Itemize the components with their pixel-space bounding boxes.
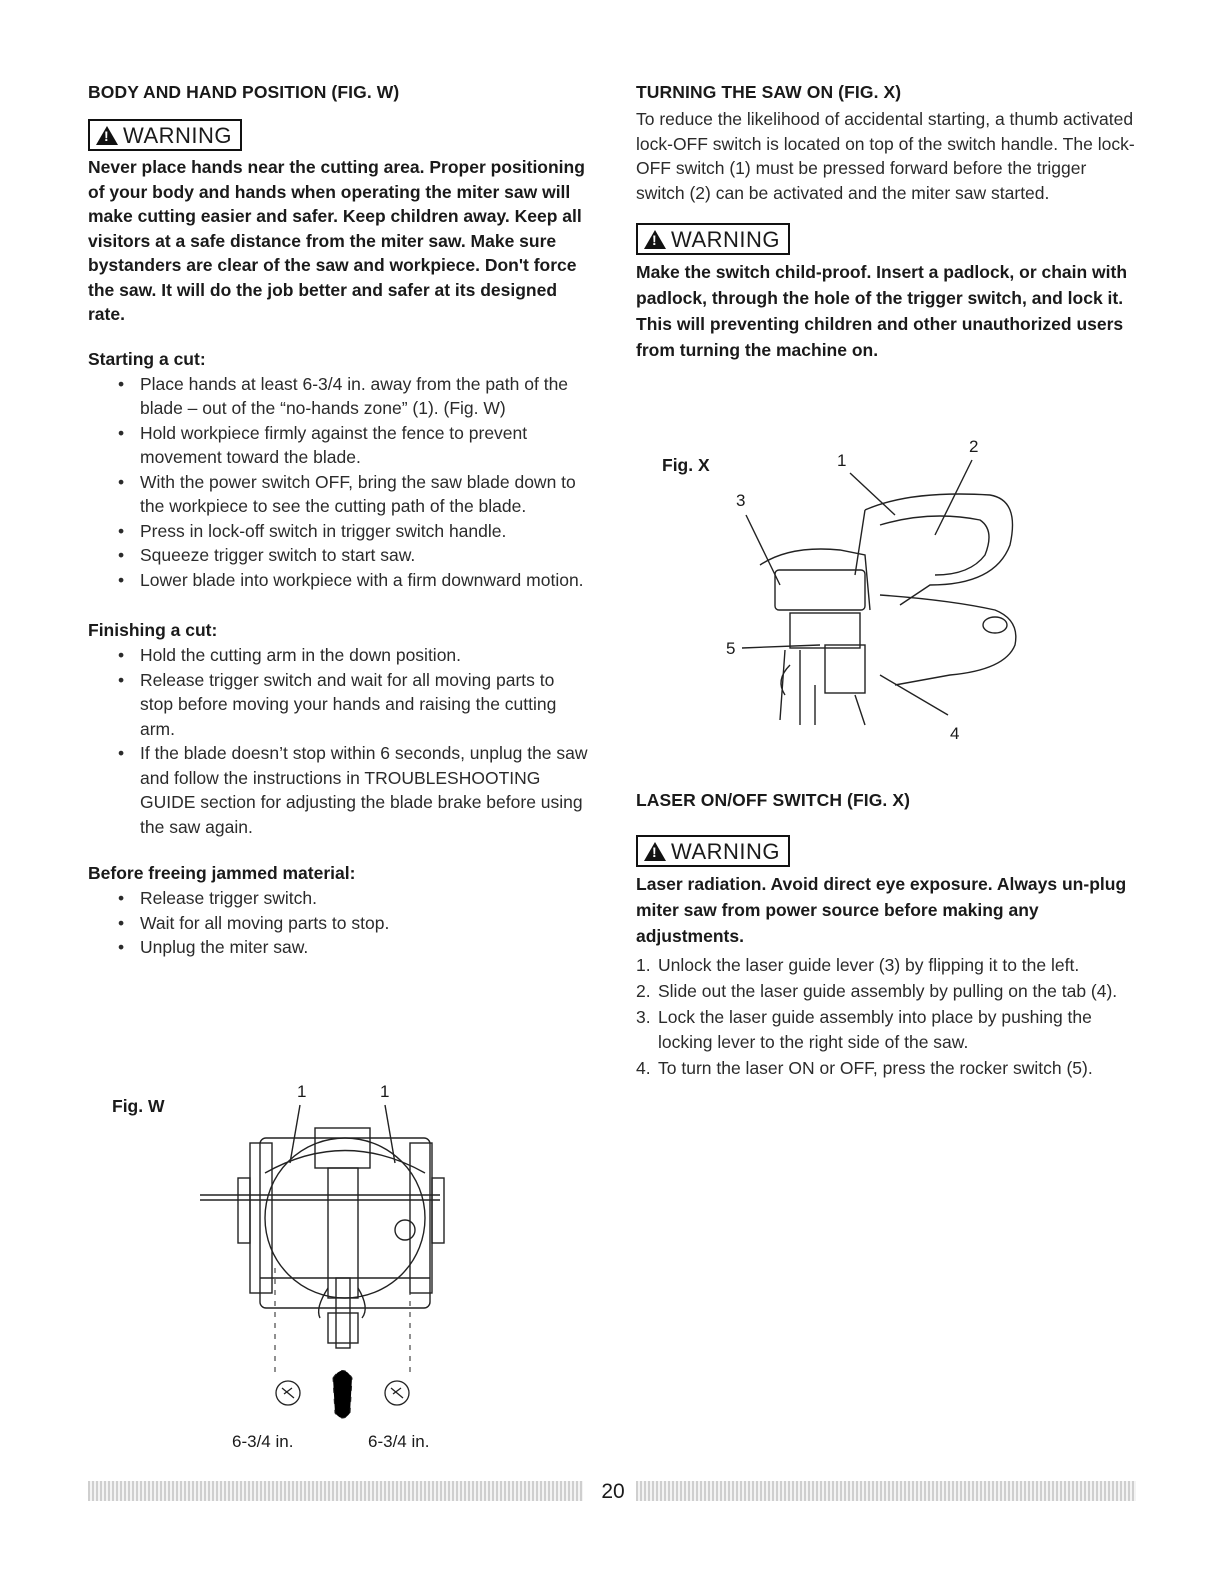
warning-label: WARNING	[671, 839, 781, 864]
list-item: • Press in lock-off switch in trigger switch handle.	[118, 519, 588, 544]
list-item: • Wait for all moving parts to stop.	[118, 911, 588, 936]
list-item: • Lower blade into workpiece with a firm downward motion.	[118, 568, 588, 593]
section-heading-laser: LASER ON/OFF SWITCH (FIG. X)	[636, 790, 911, 810]
step-text: Lock the laser guide assembly into place by pushing the locking lever to the right side of the saw.	[658, 1007, 1092, 1052]
finishing-cut-list	[88, 643, 588, 839]
laser-warning-text: Laser radiation. Avoid direct eye exposure. Always un-plug miter saw from power source before making any adjustments.	[636, 874, 1127, 946]
warning-text: Never place hands near the cutting area. Proper positioning of your body and hands when operating the miter saw will make cutting easier and safer. Keep children away. Keep all visitors at a safe distance from the miter saw. Make sure bystanders are clear of the saw and workpiece. Don't force the saw. It will do the job better and safer at its designed rate.	[88, 157, 585, 324]
list-item: • With the power switch OFF, bring the saw blade down to the workpiece to see the cutting path of the blade.	[118, 470, 588, 519]
footer-pattern-right	[636, 1481, 1136, 1501]
fig-w-label: Fig. W	[112, 1096, 165, 1116]
list-item: • Release trigger switch and wait for all moving parts to stop before moving your hands and raising the cutting arm.	[118, 668, 588, 742]
finishing-cut-title: Finishing a cut:	[88, 620, 218, 640]
step-number: 2.	[636, 981, 651, 1001]
warning-label: WARNING	[671, 227, 781, 252]
warning-box	[636, 835, 790, 867]
list-item: • Hold the cutting arm in the down position.	[118, 643, 588, 668]
list-item: • Hold workpiece firmly against the fence to prevent movement toward the blade.	[118, 421, 588, 470]
list-item: • Unplug the miter saw.	[118, 935, 588, 960]
warning-box	[636, 223, 790, 255]
right-column	[636, 82, 1136, 363]
warning-text: Make the switch child-proof. Insert a padlock, or chain with padlock, through the hole of the trigger switch, and lock it. This will preventing children and other unauthorized users from turning the machine on.	[636, 262, 1128, 360]
saw-handle-drawing	[650, 435, 1050, 735]
fig-w-dim-right: 6-3/4 in.	[368, 1432, 430, 1451]
warning-triangle-icon	[644, 842, 666, 861]
fig-w-callout-1-right: 1	[380, 1082, 390, 1101]
fig-x-callout-2: 2	[969, 437, 979, 456]
step-number: 4.	[636, 1058, 651, 1078]
figure-w	[100, 1078, 520, 1468]
fig-x-label: Fig. X	[662, 455, 710, 475]
list-item: • Place hands at least 6-3/4 in. away from the path of the blade – out of the “no-hands zone” (1). (Fig. W)	[118, 372, 588, 421]
list-item	[636, 1056, 1136, 1081]
list-item: • If the blade doesn’t stop within 6 seconds, unplug the saw and follow the instructions in TROUBLESHOOTING GUIDE section for adjusting the blade brake before using the saw again.	[118, 741, 588, 839]
step-text: Slide out the laser guide assembly by pulling on the tab (4).	[658, 981, 1118, 1001]
list-item	[636, 1005, 1136, 1055]
section-heading-turning-on: TURNING THE SAW ON (FIG. X)	[636, 82, 902, 102]
section-heading-body-hand: BODY AND HAND POSITION (FIG. W)	[88, 82, 400, 102]
list-item: • Release trigger switch.	[118, 886, 588, 911]
starting-cut-title: Starting a cut:	[88, 348, 206, 369]
warning-triangle-icon	[96, 126, 118, 145]
fig-w-callout-1-left: 1	[297, 1082, 307, 1101]
miter-saw-top-view-drawing	[100, 1078, 520, 1438]
page-number: 20	[601, 1480, 625, 1503]
laser-section	[636, 790, 1136, 1082]
fig-w-dim-left: 6-3/4 in.	[232, 1432, 294, 1451]
warning-triangle-icon	[644, 230, 666, 249]
step-text: Unlock the laser guide lever (3) by flipping it to the left.	[658, 955, 1080, 975]
freeing-jammed-list	[88, 886, 588, 960]
warning-label: WARNING	[123, 123, 233, 148]
starting-cut-list	[88, 372, 588, 593]
warning-box	[88, 119, 242, 151]
freeing-jammed-title: Before freeing jammed material:	[88, 863, 356, 883]
list-item: • Squeeze trigger switch to start saw.	[118, 543, 588, 568]
figure-x	[650, 435, 1050, 745]
step-number: 3.	[636, 1007, 651, 1027]
left-column	[88, 82, 588, 960]
list-item	[636, 979, 1136, 1004]
turning-on-intro: To reduce the likelihood of accidental starting, a thumb activated lock-OFF switch is located on top of the switch handle. The lock-OFF switch (1) must be pressed forward before the trigger switch (2) can be activated and the miter saw started.	[636, 109, 1135, 203]
footer-pattern-left	[88, 1481, 583, 1501]
list-item	[636, 953, 1136, 978]
fig-x-callout-4: 4	[950, 724, 960, 743]
fig-x-callout-1: 1	[837, 451, 847, 470]
step-text: To turn the laser ON or OFF, press the rocker switch (5).	[658, 1058, 1093, 1078]
fig-x-callout-3: 3	[736, 491, 746, 510]
fig-x-callout-5: 5	[726, 639, 736, 658]
step-number: 1.	[636, 955, 651, 975]
laser-steps-list	[636, 953, 1136, 1081]
